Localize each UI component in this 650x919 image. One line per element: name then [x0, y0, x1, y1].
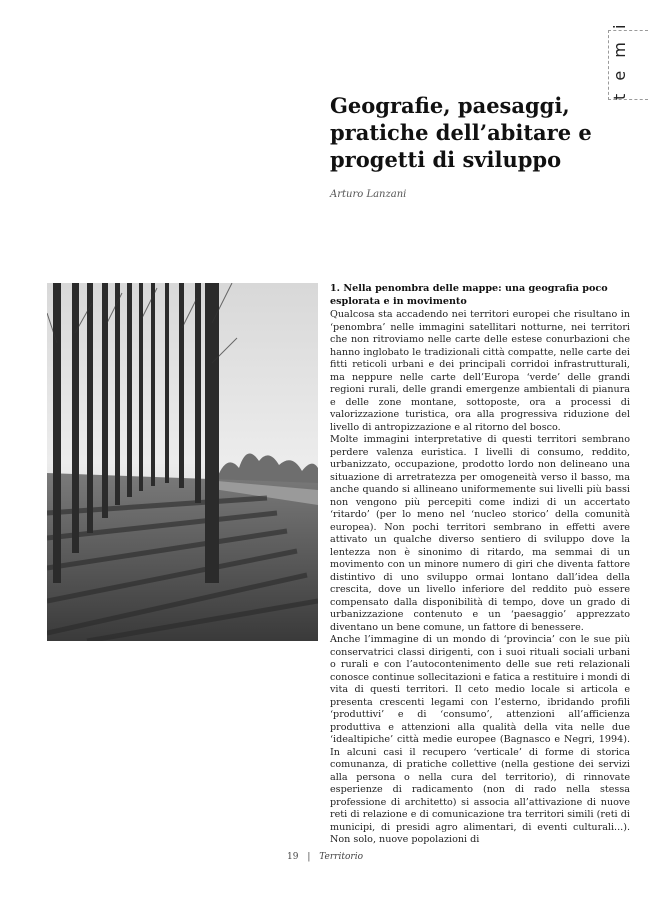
paragraph: Molte immagini interpretative di questi territori sembrano perdere valenza euristica. I livelli di consumo, reddito, urbanizzato, occupazione, prodotto lordo non delineano una situazione di arretratezza per omogeneità verso il basso, ma anche quando si allineano uniformemente sui livelli più bassi non vengono più percepiti come indizi di un accertato ‘ritardo’ (per lo meno nel ‘nucleo storico’ della comunità europea). Non pochi territori sembrano in effetti avere attivato un qualche diverso sentiero di sviluppo dove la lentezza non è sinonimo di ritardo, ma semmai di un movimento con un minore numero di giri che diventa fattore distintivo di uno sviluppo ormai lontano dall’idea della crescita, dove un livello inferiore del reddito può essere compensato dalla disponibilità di tempo, dove un grado di urbanizzazione contenuto e un ‘paesaggio’ apprezzato diventano un bene comune, un fattore di benessere.: [330, 434, 630, 633]
paragraph: Qualcosa sta accadendo nei territori europei che risultano in ‘penombra’ nelle immagini satellitari notturne, nei territori che non ritroviamo nelle carte delle estese conurbazioni che hanno inglobato le tradizionali città compatte, nelle carte dei fitti reticoli urbani e dei principali corridoi infrastrutturali, ma neppure nelle carte dell’Europa ‘verde’ delle grandi regioni rurali, delle grandi emergenze ambientali di pianura e delle zone montane, sottoposte, ora a processi di valorizzazione turistica, ora alla progressiva riduzione del livello di antropizzazione e al ritorno del bosco.: [330, 309, 630, 433]
paragraph: Anche l’immagine di un mondo di ‘provincia’ con le sue più conservatrici classi dirigenti, con i suoi rituali sociali urbani o rurali e con l’autocontenimento delle sue reti relazionali conosce continue sollecitazioni e fatica a restituire i mondi di vita di questi territori. Il ceto medio locale si articola e presenta crescenti legami con l’esterno, ibridando profili ‘produttivi’ e di ‘consumo’, attenzioni all’afficienza produttiva e attenzioni alla qualità della vita nelle due ‘idealtipiche’ città medie europee (Bagnasco e Negri, 1994). In alcuni casi il recupero ‘verticale’ di forme di storica comunanza, di pratiche collettive (nella gestione dei servizi alla persona o nella cura del territorio), di rinnovate esperienze di radicamento (non di rado nella stessa professione di architetto) si associa all’attivazione di nuove reti di relazione e di comunicazione tra territori simili (reti di municipi, di presidi agro alimentari, di eventi culturali...). Non solo, nuove popolazioni di: [330, 634, 630, 845]
tab-letter: m: [610, 38, 629, 58]
tab-letter: i: [610, 20, 629, 29]
footer-separator: |: [307, 852, 311, 862]
article-body: [330, 283, 630, 847]
section-heading: 1. Nella penombra delle mappe: una geografia poco esplorata e in movimento: [330, 283, 608, 307]
tree-rows-photo: [47, 283, 318, 641]
article-author: Arturo Lanzani: [330, 189, 407, 200]
page-number: 19: [287, 852, 299, 862]
page-footer: [0, 852, 650, 862]
tab-letter: t: [610, 89, 629, 100]
article-title: Geografie, paesaggi, pratiche dell’abitare e progetti di sviluppo: [330, 93, 592, 172]
journal-name: Territorio: [319, 852, 363, 862]
tab-letter: e: [610, 66, 629, 81]
